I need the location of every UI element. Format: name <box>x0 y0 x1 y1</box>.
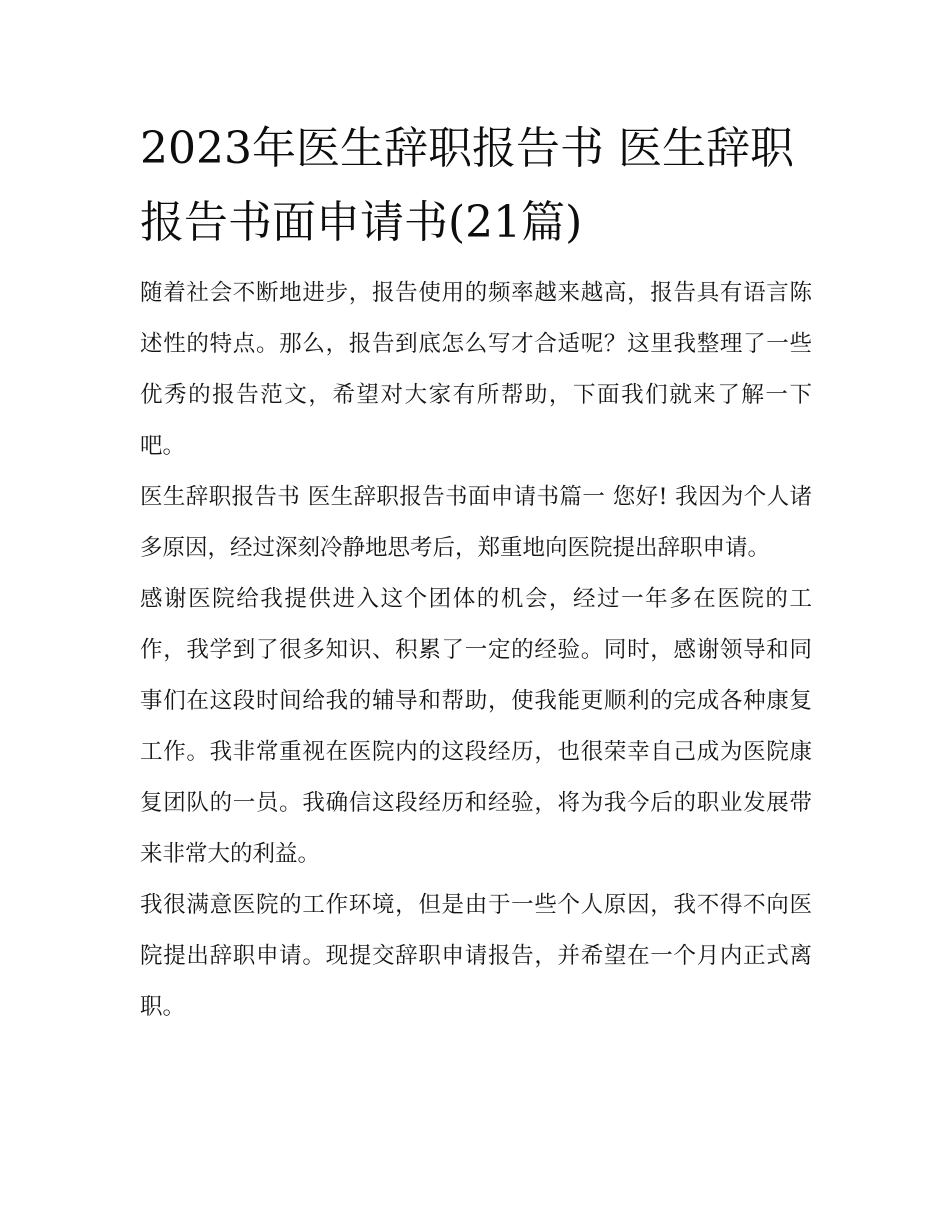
paragraph-request: 我很满意医院的工作环境，但是由于一些个人原因，我不得不向医院提出辞职申请。现提交辞职申请报告，并希望在一个月内正式离职。 <box>140 892 812 1020</box>
document-title: 2023年医生辞职报告书 医生辞职报告书面申请书(21篇) <box>140 123 794 248</box>
paragraph-intro: 随着社会不断地进步，报告使用的频率越来越高，报告具有语言陈述性的特点。那么，报告到底怎么写才合适呢？这里我整理了一些优秀的报告范文，希望对大家有所帮助，下面我们就来了解一下吧。 <box>140 280 812 459</box>
paragraph-thanks: 感谢医院给我提供进入这个团体的机会，经过一年多在医院的工作，我学到了很多知识、积累了一定的经验。同时，感谢领导和同事们在这段时间给我的辅导和帮助，使我能更顺利的完成各种康复工作。我非常重视在医院内的这段经历，也很荣幸自己成为医院康复团队的一员。我确信这段经历和经验，将为我今后的职业发展带来非常大的利益。 <box>140 586 812 867</box>
document-page <box>140 112 812 1033</box>
paragraph-greeting: 医生辞职报告书 医生辞职报告书面申请书篇一 您好! 我因为个人诸多原因，经过深刻冷静地思考后，郑重地向医院提出辞职申请。 <box>140 484 812 561</box>
